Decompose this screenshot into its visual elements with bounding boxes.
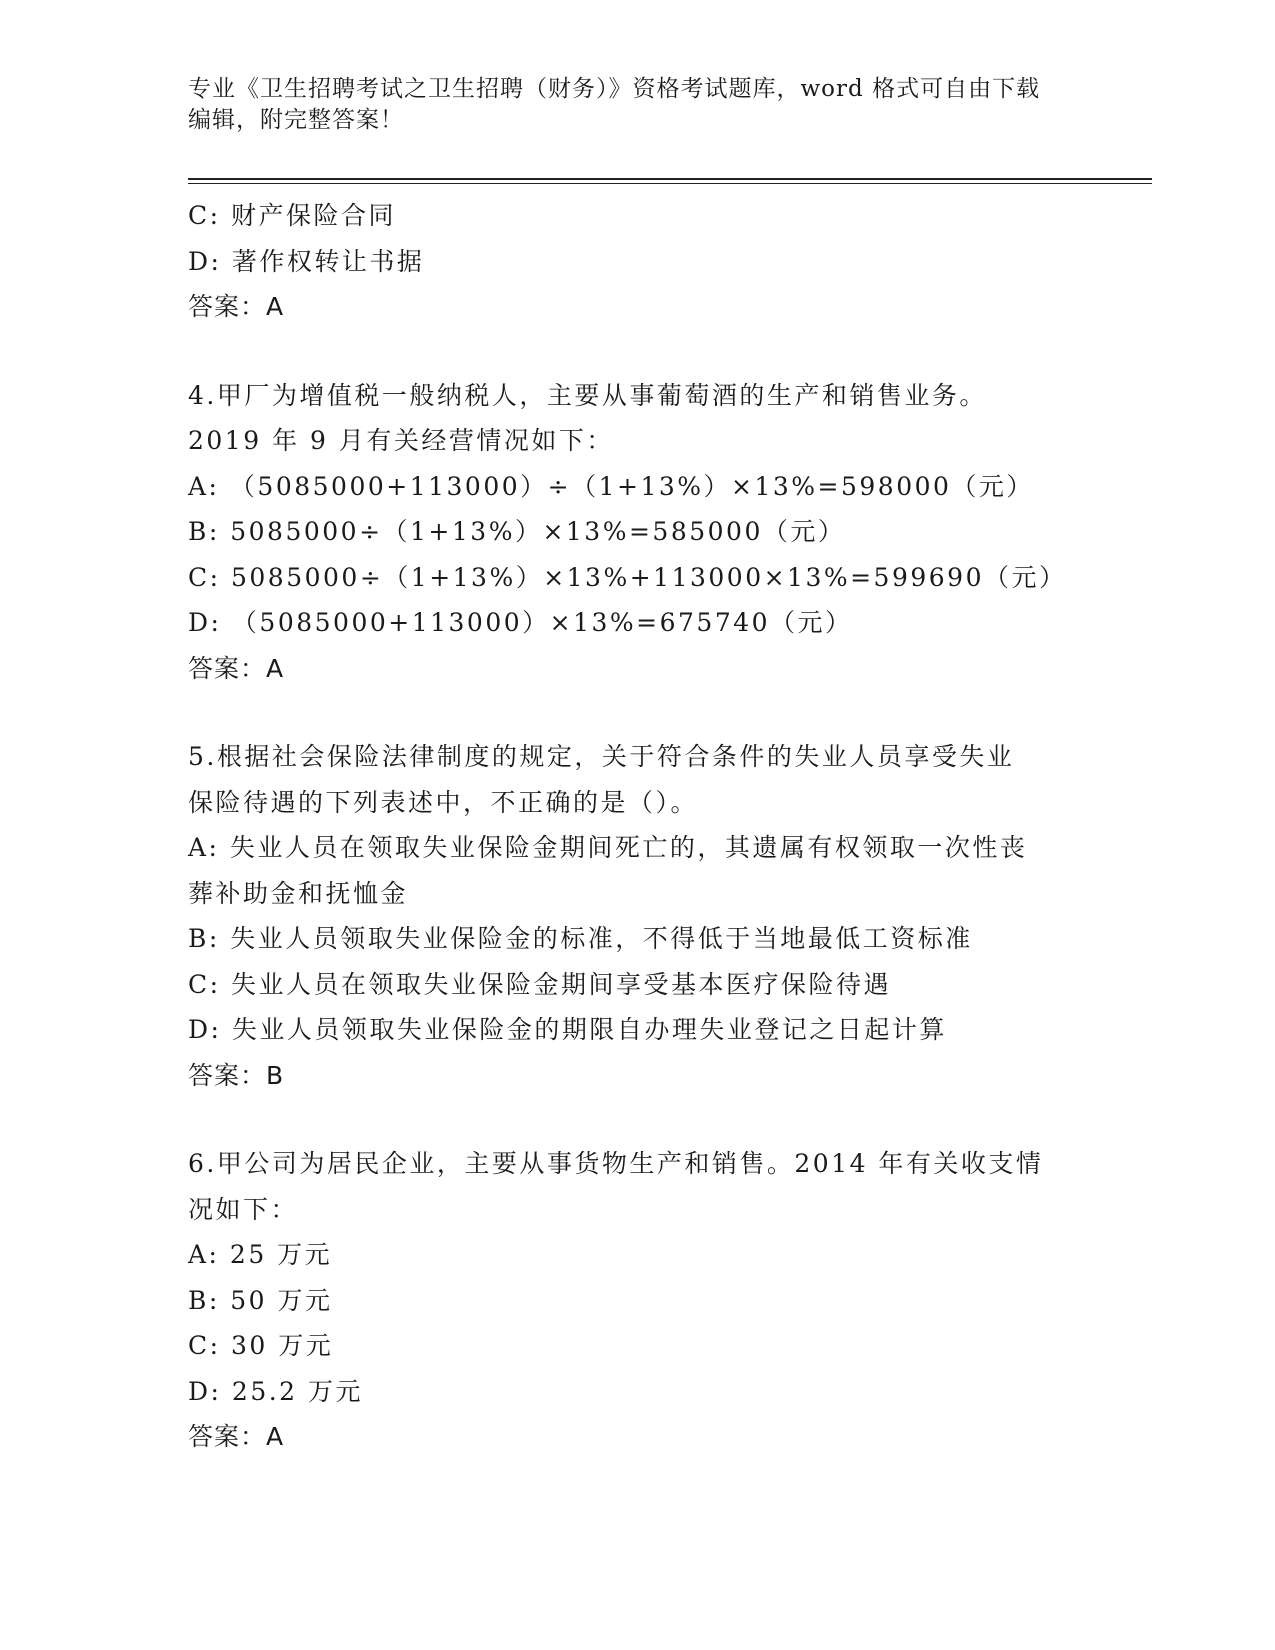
q5-stem-line-2: 保险待遇的下列表述中，不正确的是（）。 [188,787,699,817]
q6-option-c: C: 30 万元 [188,1331,334,1360]
spacer [188,1098,1088,1141]
q4-option-a: A: （5085000+113000）÷（1+13%）×13%=598000（元） [188,471,1034,501]
q5-answer: 答案：B [188,1060,285,1090]
header-divider-thick [188,178,1152,180]
q6-stem-line-1: 6.甲公司为居民企业，主要从事货物生产和销售。2014 年有关收支情 [188,1149,1044,1178]
q4-stem-line-1: 4.甲厂为增值税一般纳税人，主要从事葡萄酒的生产和销售业务。 [188,380,987,410]
q4-option-d: D: （5085000+113000）×13%=675740（元） [188,608,853,637]
header-line-2: 编辑，附完整答案！ [188,107,404,133]
q4-stem-line-2: 2019 年 9 月有关经营情况如下： [188,426,614,455]
q3-option-d: D: 著作权转让书据 [188,246,425,276]
spacer [188,330,1088,373]
q5-option-c: C: 失业人员在领取失业保险金期间享受基本医疗保险待遇 [188,969,892,999]
q6-stem-line-2: 况如下： [188,1194,299,1224]
q3-option-c: C: 财产保险合同 [188,201,396,230]
q5-option-a-line-1: A: 失业人员在领取失业保险金期间死亡的，其遗属有权领取一次性丧 [188,833,1028,862]
q5-option-d: D: 失业人员领取失业保险金的期限自办理失业登记之日起计算 [188,1015,947,1044]
q6-option-b: B: 50 万元 [188,1285,333,1315]
q6-option-d: D: 25.2 万元 [188,1376,364,1406]
question-4 [188,373,1088,692]
header-divider-thin [188,183,1152,184]
q4-answer: 答案：A [188,653,285,683]
q5-option-b: B: 失业人员领取失业保险金的标准，不得低于当地最低工资标准 [188,924,973,953]
q5-stem-line-1: 5.根据社会保险法律制度的规定，关于符合条件的失业人员享受失业 [188,742,1015,771]
document-header [188,74,1088,136]
spacer [188,691,1088,734]
q6-answer: 答案：A [188,1422,285,1451]
question-6 [188,1141,1088,1460]
q3-answer: 答案：A [188,292,285,321]
q5-option-a-line-2: 葬补助金和抚恤金 [188,878,409,908]
q4-option-b: B: 5085000÷（1+13%）×13%=585000（元） [188,517,846,546]
header-line-1: 专业《卫生招聘考试之卫生招聘（财务）》资格考试题库，word 格式可自由下载 [188,76,1041,102]
q6-option-a: A: 25 万元 [188,1240,333,1269]
question-list [188,193,1088,1460]
question-5 [188,734,1088,1098]
q4-option-c: C: 5085000÷（1+13%）×13%+113000×13%=599690（元） [188,562,1067,592]
question-3 [188,193,1088,330]
